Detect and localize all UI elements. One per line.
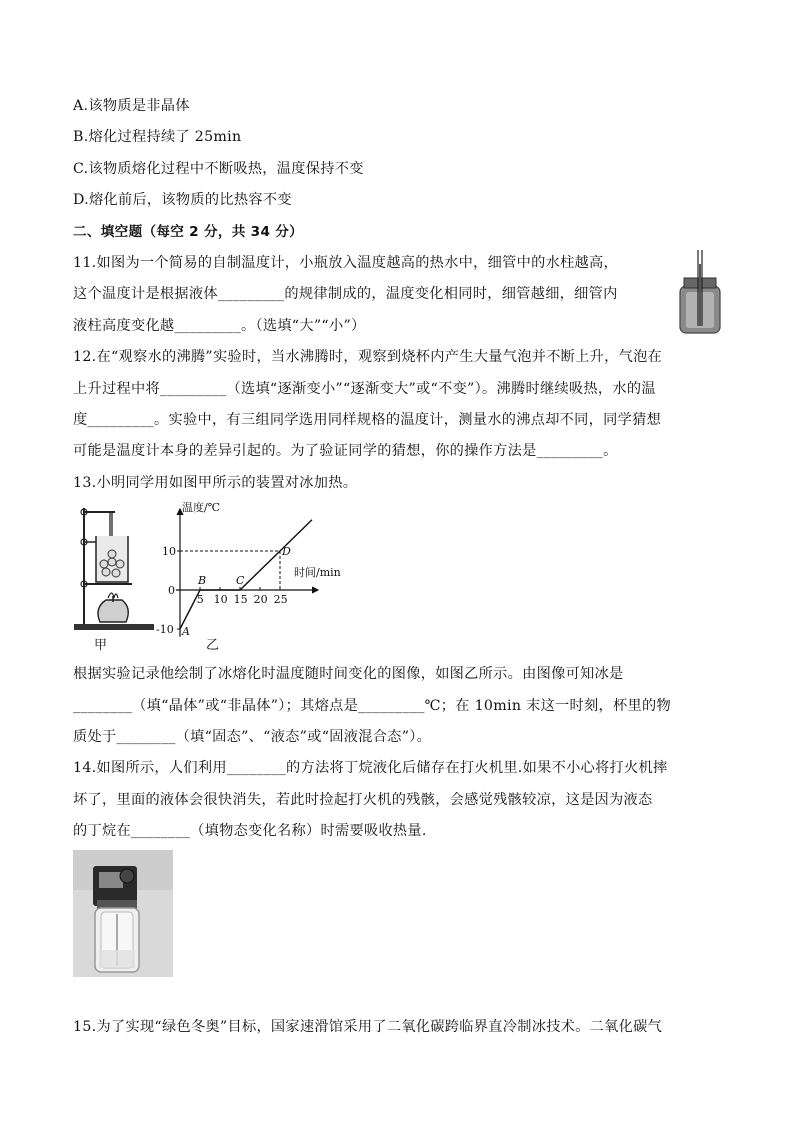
heating-apparatus-figure [70, 500, 160, 654]
y-tick-label: 10 [162, 545, 176, 558]
temperature-time-graph [150, 497, 341, 641]
x-tick-label: 5 [196, 593, 204, 606]
q13-line4: 质处于________（填“固态”、“液态”或“固液混合态”）。 [73, 729, 432, 745]
q14-line1: 14.如图所示，人们利用________的方法将丁烷液化后储存在打火机里.如果不小心将打火机摔 [73, 760, 668, 776]
q13-line2: 根据实验记录他绘制了冰熔化时温度随时间变化的图像，如图乙所示。由图像可知冰是 [73, 666, 624, 682]
q12-line3: 度_________。实验中，有三组同学选用同样规格的温度计，测量水的沸点却不同，同学猜想 [73, 412, 662, 428]
point-label-d: D [282, 545, 291, 558]
q13-line3: ________（填“晶体”或“非晶体”）；其熔点是_________℃；在 10min 末这一时刻，杯里的物 [73, 698, 671, 714]
x-tick-label: 25 [273, 593, 288, 606]
lighter-photo [73, 850, 173, 977]
figure-label-jia: 甲 [94, 638, 108, 653]
q14-line2: 坏了，里面的液体会很快消失，若此时捡起打火机的残骸，会感觉残骸较凉，这是因为液态 [73, 792, 653, 808]
q14-line3: 的丁烷在________（填物态变化名称）时需要吸收热量. [73, 823, 427, 839]
bottle-thermometer-figure [676, 246, 726, 340]
point-label-a: A [182, 625, 190, 638]
y-axis-label: 温度/℃ [182, 501, 221, 514]
q12-line4: 可能是温度计本身的差异引起的。为了验证同学的猜想，你的操作方法是_________。 [73, 443, 618, 459]
figure-label-yi: 乙 [206, 638, 220, 653]
x-tick-label: 20 [253, 593, 268, 606]
y-tick-label: -10 [156, 623, 174, 636]
q11-line2: 这个温度计是根据液体_________的规律制成的，温度变化相同时，细管越细，细管内 [73, 286, 618, 302]
q13-line1: 13.小明同学用如图甲所示的装置对冰加热。 [73, 475, 358, 491]
q11-line1: 11.如图为一个简易的自制温度计，小瓶放入温度越高的热水中，细管中的水柱越高， [73, 255, 619, 271]
option-b: B.熔化过程持续了 25min [73, 129, 242, 145]
q12-line2: 上升过程中将_________（选填“逐渐变小”“逐渐变大”或“不变”）。沸腾时继续吸热，水的温 [73, 381, 656, 397]
section-heading: 二、填空题（每空 2 分，共 34 分） [73, 224, 304, 240]
y-tick-label: 0 [168, 584, 175, 597]
q15-line1: 15.为了实现“绿色冬奥”目标，国家速滑馆采用了二氧化碳跨临界直冷制冰技术。二氧化碳气 [73, 1019, 663, 1035]
point-label-b: B [198, 574, 207, 587]
x-axis-label: 时间/min [294, 566, 341, 579]
x-tick-label: 10 [213, 593, 228, 606]
option-a: A.该物质是非晶体 [73, 98, 190, 114]
point-label-c: C [236, 574, 245, 587]
option-d: D.熔化前后，该物质的比热容不变 [73, 192, 292, 208]
option-c: C.该物质熔化过程中不断吸热，温度保持不变 [73, 161, 364, 177]
q11-line3: 液柱高度变化越_________。（选填“大”“小”） [73, 318, 366, 334]
q12-line1: 12.在“观察水的沸腾”实验时，当水沸腾时，观察到烧杯内产生大量气泡并不断上升，气泡在 [73, 349, 663, 365]
x-tick-label: 15 [233, 593, 248, 606]
chart-svg [150, 497, 341, 638]
